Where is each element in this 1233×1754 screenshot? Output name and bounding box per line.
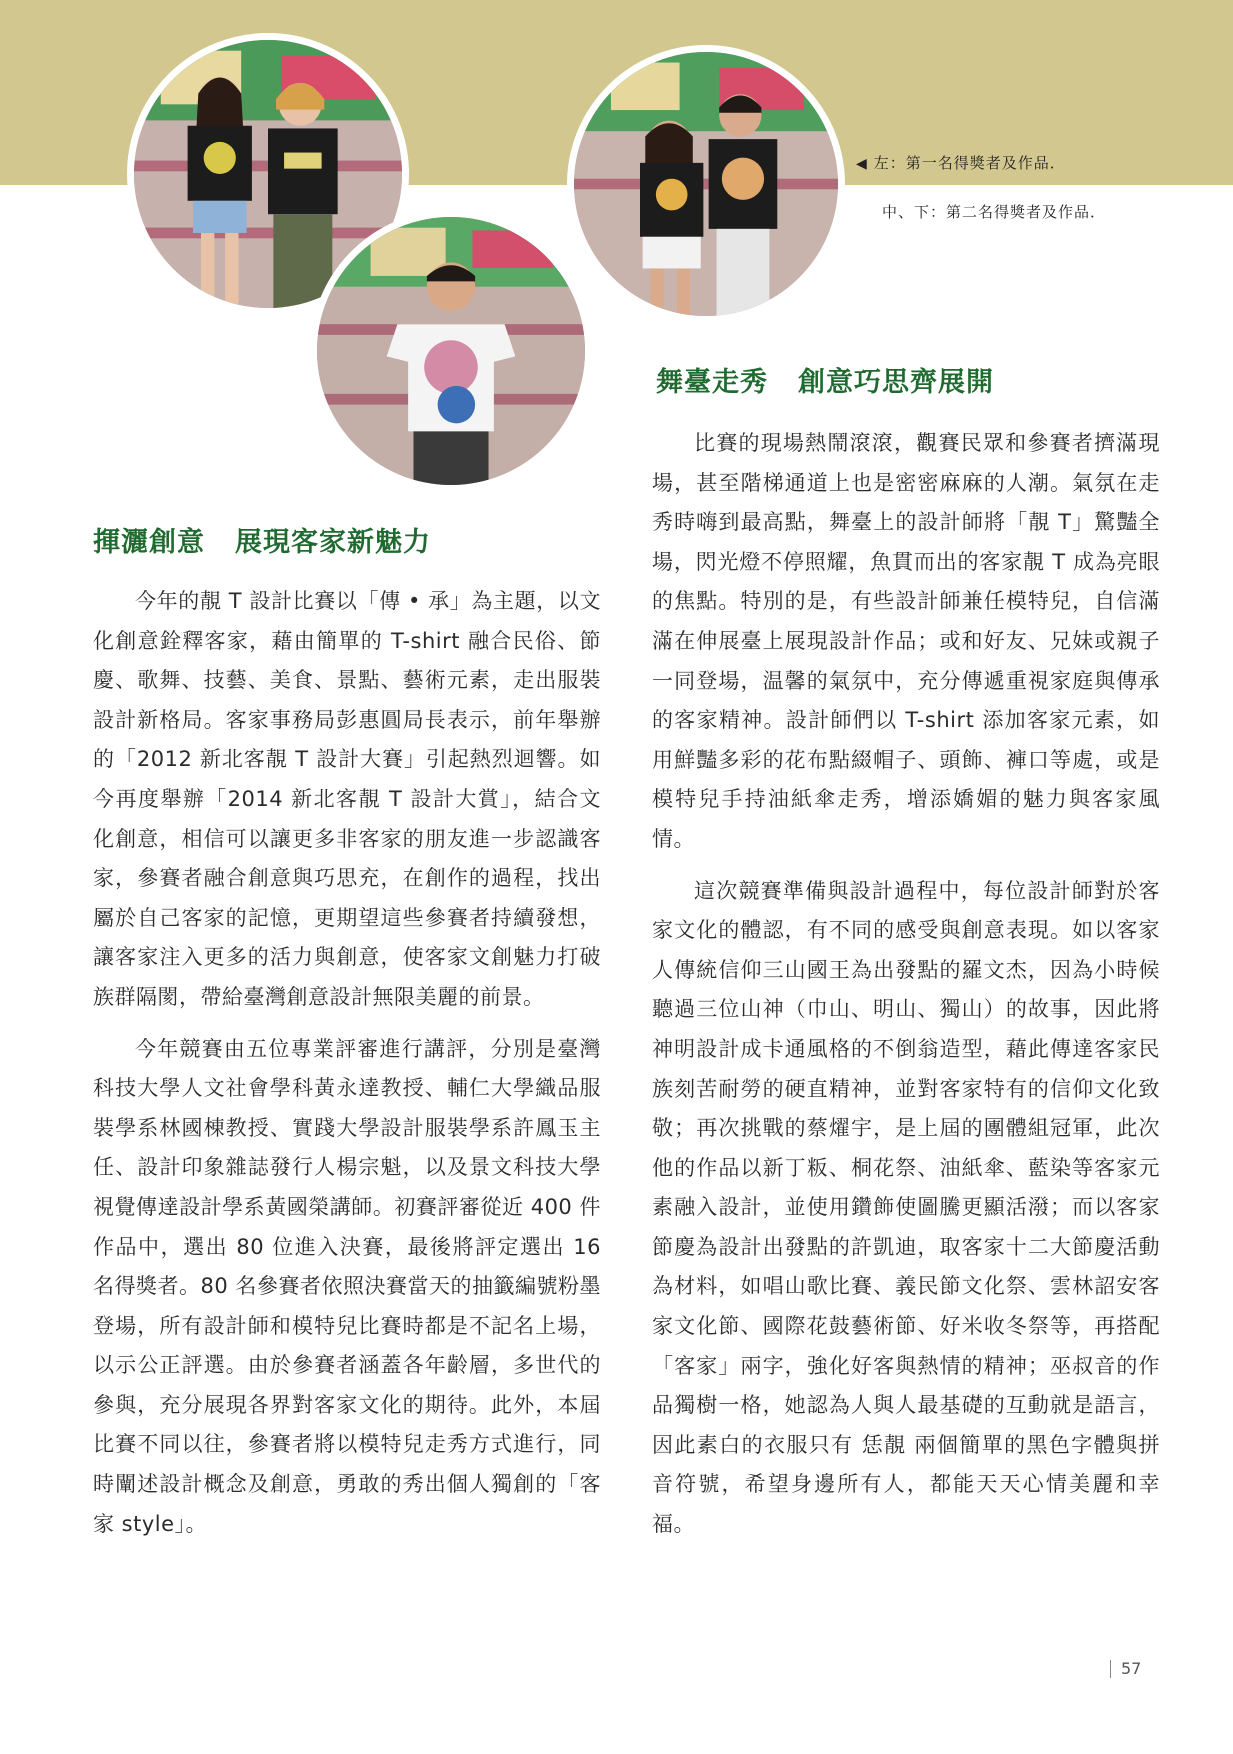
paragraph: 比賽的現場熱鬧滾滾，觀賽民眾和參賽者擠滿現場，甚至階梯通道上也是密密麻麻的人潮。氣氛在走秀時嗨到最高點，舞臺上的設計師將「靚 T」驚豔全場，閃光燈不停照耀，魚貫而出的客家靚 T 成為亮眼的焦點。特別的是，有些設計師兼任模特兒，自信滿滿在伸展臺上展現設計作品；或和好友、兄妹或親子一同登場，温馨的氣氛中，充分傳遞重視家庭與傳承的客家精神。設計師們以 T-shirt 添加客家元素，如用鮮豔多彩的花布點綴帽子、頭飾、褲口等處，或是模特兒手持油紙傘走秀，增添嬌媚的魅力與客家風情。	[652, 431, 1160, 851]
photo-second-place-winners-pair	[567, 45, 845, 323]
left-arrow-icon: ◀	[856, 156, 868, 172]
photo-caption-first-place: ◀ 左：第一名得獎者及作品．	[856, 154, 1066, 172]
paragraph: 今年的靚 T 設計比賽以「傳 • 承」為主題，以文化創意銓釋客家，藉由簡單的 T-shirt 融合民俗、節慶、歌舞、技藝、美食、景點、藝術元素，走出服裝設計新格局。客家事務局彭惠圓局長表示，前年舉辦的「2012 新北客靚 T 設計大賽」引起熱烈迴響。如今再度舉辦「2014 新北客靚 T 設計大賞」，結合文化創意，相信可以讓更多非客家的朋友進一步認識客家，參賽者融合創意與巧思充，在創作的過程，找出屬於自己客家的記憶，更期望這些參賽者持續發想，讓客家注入更多的活力與創意，使客家文創魅力打破族群隔閡，帶給臺灣創意設計無限美麗的前景。	[93, 589, 601, 1009]
right-article-column	[652, 424, 1160, 1545]
paragraph: 今年競賽由五位專業評審進行講評，分別是臺灣科技大學人文社會學科黃永達教授、輔仁大學織品服裝學系林國棟教授、實踐大學設計服裝學系許鳳玉主任、設計印象雜誌發行人楊宗魁，以及景文科技大學視覺傳達設計學系黃國榮講師。初賽評審從近 400 件作品中，選出 80 位進入決賽，最後將評定選出 16 名得獎者。80 名參賽者依照決賽當天的抽籤編號粉墨登場，所有設計師和模特兒比賽時都是不記名上場，以示公正評選。由於參賽者涵蓋各年齡層，多世代的參與，充分展現各界對客家文化的期待。此外，本屆比賽不同以往，參賽者將以模特兒走秀方式進行，同時闡述設計概念及創意，勇敢的秀出個人獨創的「客家 style」。	[93, 1036, 601, 1536]
paragraph: 這次競賽準備與設計過程中，每位設計師對於客家文化的體認，有不同的感受與創意表現。如以客家人傳統信仰三山國王為出發點的羅文杰，因為小時候聽過三位山神（巾山、明山、獨山）的故事，因此將神明設計成卡通風格的不倒翁造型，藉此傳達客家民族刻苦耐勞的硬直精神，並對客家特有的信仰文化致敬；再次挑戰的蔡燿宇，是上屆的團體組冠軍，此次他的作品以新丁粄、桐花祭、油紙傘、藍染等客家元素融入設計，並使用鑽飾使圖騰更顯活潑；而以客家節慶為設計出發點的許凱迪，取客家十二大節慶活動為材料，如唱山歌比賽、義民節文化祭、雲林詔安客家文化節、國際花鼓藝術節、好米收冬祭等，再搭配「客家」兩字，強化好客與熱情的精神；巫叔音的作品獨樹一格，她認為人與人最基礎的互動就是語言，因此素白的衣服只有 恁靚 兩個簡單的黑色字體與拼音符號，希望身邊所有人，都能天天心情美麗和幸福。	[652, 878, 1160, 1537]
section-heading-left: 揮灑創意 展現客家新魅力	[93, 527, 431, 558]
section-heading-right: 舞臺走秀 創意巧思齊展開	[656, 367, 994, 398]
photo-second-place-winner	[310, 210, 592, 492]
photo-caption-second-place: 中、下：第二名得獎者及作品．	[882, 203, 1107, 221]
page-number: 57	[1110, 1660, 1141, 1678]
left-article-column	[93, 582, 601, 1544]
